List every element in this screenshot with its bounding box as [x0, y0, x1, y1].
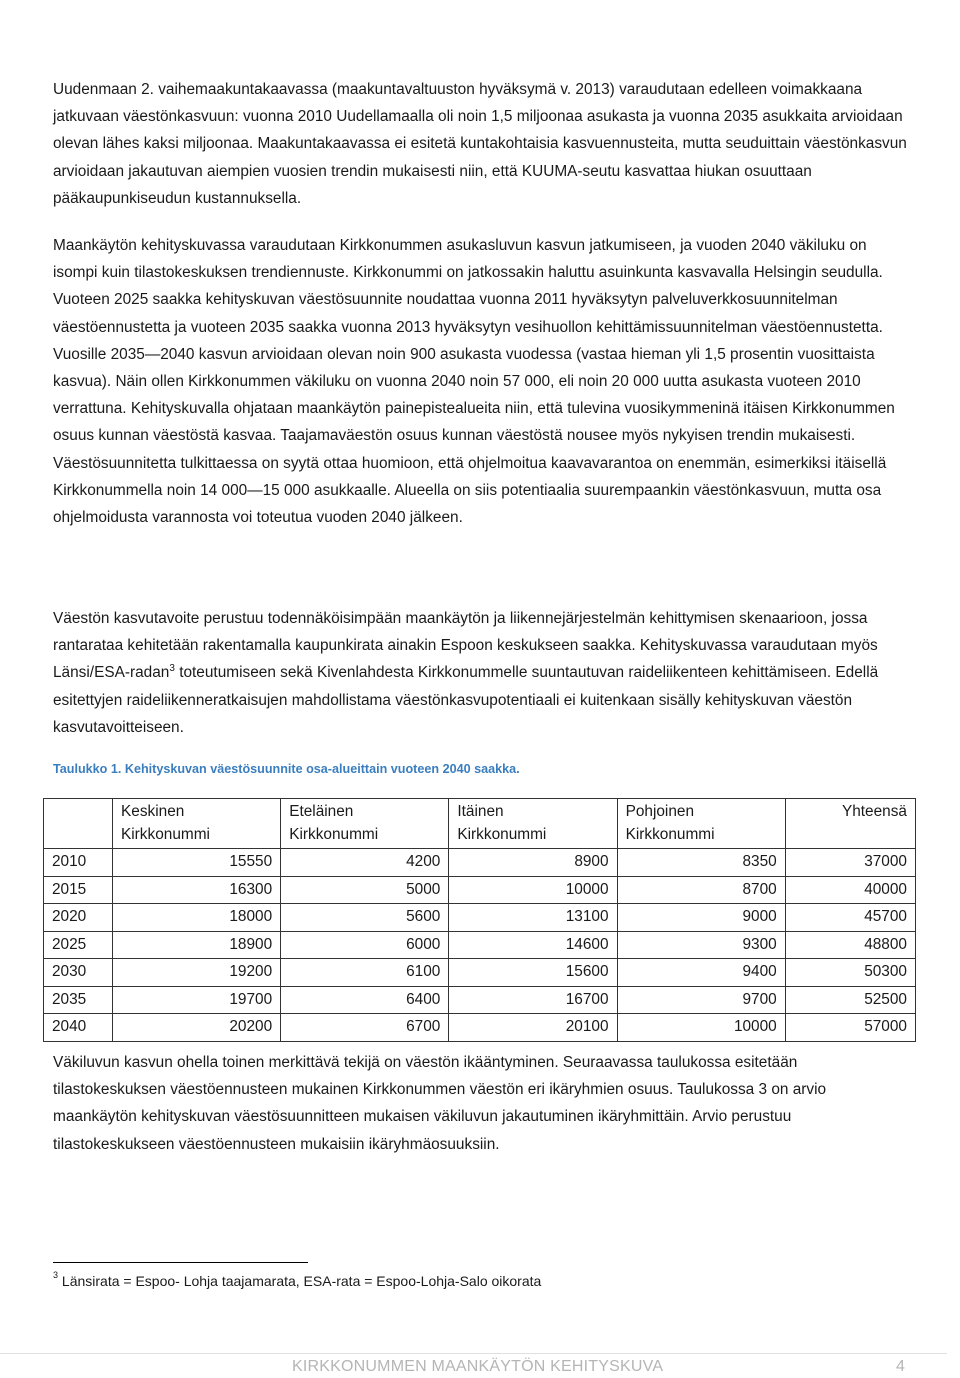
- table-row: [44, 849, 916, 877]
- footnote-reference[interactable]: 3: [169, 663, 175, 675]
- footnote-number: 3: [53, 1270, 59, 1280]
- cell-year: 2025: [44, 931, 113, 959]
- population-table: [43, 798, 916, 1042]
- cell-itainen: 20100: [449, 1014, 617, 1042]
- header-cell-etelainen: Eteläinen Kirkkonummi: [281, 799, 449, 849]
- cell-etelainen: 6400: [281, 986, 449, 1014]
- cell-yhteensa: 57000: [785, 1014, 915, 1042]
- cell-keskinen: 18900: [113, 931, 281, 959]
- cell-yhteensa: 52500: [785, 986, 915, 1014]
- cell-yhteensa: 50300: [785, 959, 915, 987]
- cell-pohjoinen: 9400: [617, 959, 785, 987]
- cell-etelainen: 5600: [281, 904, 449, 932]
- cell-keskinen: 15550: [113, 849, 281, 877]
- cell-pohjoinen: 8350: [617, 849, 785, 877]
- cell-itainen: 14600: [449, 931, 617, 959]
- table-header-row: [44, 799, 916, 849]
- table-row: [44, 1014, 916, 1042]
- cell-itainen: 10000: [449, 876, 617, 904]
- cell-year: 2040: [44, 1014, 113, 1042]
- cell-pohjoinen: 8700: [617, 876, 785, 904]
- cell-etelainen: 6100: [281, 959, 449, 987]
- cell-pohjoinen: 9000: [617, 904, 785, 932]
- cell-keskinen: 19700: [113, 986, 281, 1014]
- cell-keskinen: 19200: [113, 959, 281, 987]
- paragraph-text: toteutumiseen sekä Kivenlahdesta Kirkkonummelle suuntautuvan raideliikenteen kehittämiseen. Edellä esitettyjen raideliikenneratkaisujen mahdollistama väestönkasvupotentiaali ei kuitenkaan sisälly kehityskuvan väestön kasvutavoitteiseen.: [53, 664, 879, 736]
- footer-divider: [0, 1353, 947, 1354]
- cell-keskinen: 16300: [113, 876, 281, 904]
- paragraph-kasvutavoite: [53, 605, 913, 741]
- table-caption: Taulukko 1. Kehityskuvan väestösuunnite osa-alueittain vuoteen 2040 saakka.: [53, 762, 520, 776]
- cell-itainen: 15600: [449, 959, 617, 987]
- cell-pohjoinen: 9700: [617, 986, 785, 1014]
- header-cell-yhteensa: Yhteensä: [785, 799, 915, 849]
- cell-etelainen: 5000: [281, 876, 449, 904]
- footnote-text: Länsirata = Espoo- Lohja taajamarata, ESA-rata = Espoo-Lohja-Salo oikorata: [61, 1273, 542, 1289]
- cell-year: 2035: [44, 986, 113, 1014]
- cell-yhteensa: 40000: [785, 876, 915, 904]
- paragraph-maakuntakaava: Uudenmaan 2. vaihemaakuntakaavassa (maakuntavaltuuston hyväksymä v. 2013) varaudutaan edelleen voimakkaana jatkuvaan väestönkasvuun: vuonna 2010 Uudellamaalla oli noin 1,5 miljoonaa asukasta ja vuonna 2035 asukkaita arvioidaan olevan lähes kaksi miljoonaa. Maakuntakaavassa ei esitetä kuntakohtaisia kasvuennusteita, mutta seuduittain väestönkasvun arvioidaan jakautuvan aiempien vuosien trendin mukaisesti niin, että KUUMA-seutu kasvattaa hiukan osuuttaan pääkaupunkiseudun kustannuksella.: [53, 81, 907, 207]
- table-row: [44, 904, 916, 932]
- cell-yhteensa: 45700: [785, 904, 915, 932]
- cell-etelainen: 4200: [281, 849, 449, 877]
- cell-pohjoinen: 10000: [617, 1014, 785, 1042]
- footnote: [53, 1271, 541, 1291]
- paragraph-text: Väestön kasvutavoite perustuu todennäköisimpään maankäytön ja liikennejärjestelmän kehittymisen skenaarioon, jossa rantarataa kehitetään rakentamalla kaupunkirata ainakin Espoon keskukseen saakka. Kehityskuvassa varaudutaan myös Länsi/ESA-radan: [53, 610, 878, 682]
- page-number: 4: [896, 1358, 905, 1375]
- footnote-divider: [53, 1262, 308, 1263]
- cell-keskinen: 18000: [113, 904, 281, 932]
- cell-etelainen: 6000: [281, 931, 449, 959]
- cell-yhteensa: 37000: [785, 849, 915, 877]
- table-row: [44, 986, 916, 1014]
- table-row: [44, 931, 916, 959]
- cell-year: 2030: [44, 959, 113, 987]
- header-cell-year: [44, 799, 113, 849]
- cell-year: 2010: [44, 849, 113, 877]
- cell-etelainen: 6700: [281, 1014, 449, 1042]
- paragraph-kehityskuva: Maankäytön kehityskuvassa varaudutaan Kirkkonummen asukasluvun kasvun jatkumiseen, ja vuoden 2040 väkiluku on isompi kuin tilastokeskuksen trendiennuste. Kirkkonummi on jatkossakin haluttu asuinkunta kasvavalla Helsingin seudulla. Vuoteen 2025 saakka kehityskuvan väestösuunnite noudattaa vuonna 2011 hyväksytyn palveluverkkosuunnitelman väestöennustetta ja vuoteen 2035 saakka vuonna 2013 hyväksytyn vesihuollon kehittämissuunnitelman väestöennustetta. Vuosille 2035—2040 kasvun arvioidaan olevan noin 900 asukasta vuodessa (vastaa hieman yli 1,5 prosentin vuosittaista kasvua). Näin ollen Kirkkonummen väkiluku on vuonna 2040 noin 57 000, eli noin 20 000 uutta asukasta vuoteen 2010 verrattuna. Kehityskuvalla ohjataan maankäytön painepistealueita niin, että tulevina vuosikymmeninä itäisen Kirkkonummen osuus kunnan väestöstä kasvaa. Taajamaväestön osuus kunnan väestöstä nousee myös nykyisen trendin mukaisesti. Väestösuunnitetta tulkittaessa on syytä ottaa huomioon, että ohjelmoitua kaavavarantoa on enemmän, esimerkiksi itäisellä Kirkkonummella noin 14 000—15 000 asukkaalle. Alueella on siis potentiaalia suurempaankin väestönkasvuun, mutta osa ohjelmoidusta varannosta voi toteutua vuoden 2040 jälkeen.: [53, 237, 895, 527]
- cell-year: 2020: [44, 904, 113, 932]
- cell-itainen: 13100: [449, 904, 617, 932]
- cell-year: 2015: [44, 876, 113, 904]
- cell-itainen: 8900: [449, 849, 617, 877]
- cell-yhteensa: 48800: [785, 931, 915, 959]
- header-cell-pohjoinen: Pohjoinen Kirkkonummi: [617, 799, 785, 849]
- paragraph-ikaantyminen: Väkiluvun kasvun ohella toinen merkittävä tekijä on väestön ikääntyminen. Seuraavassa taulukossa esitetään tilastokeskuksen väestöennusteen mukainen Kirkkonummen väestön eri ikäryhmien osuus. Taulukossa 3 on arvio maankäytön kehityskuvan väestösuunnitteen mukaisen väkiluvun jakautuminen ikäryhmittäin. Arvio perustuu tilastokeskukseen väestöennusteen mukaisiin ikäryhmäosuuksiin.: [53, 1054, 827, 1153]
- footer-document-title: KIRKKONUMMEN MAANKÄYTÖN KEHITYSKUVA: [292, 1358, 664, 1375]
- header-cell-itainen: Itäinen Kirkkonummi: [449, 799, 617, 849]
- table-row: [44, 959, 916, 987]
- header-cell-keskinen: Keskinen Kirkkonummi: [113, 799, 281, 849]
- table-row: [44, 876, 916, 904]
- cell-pohjoinen: 9300: [617, 931, 785, 959]
- cell-keskinen: 20200: [113, 1014, 281, 1042]
- cell-itainen: 16700: [449, 986, 617, 1014]
